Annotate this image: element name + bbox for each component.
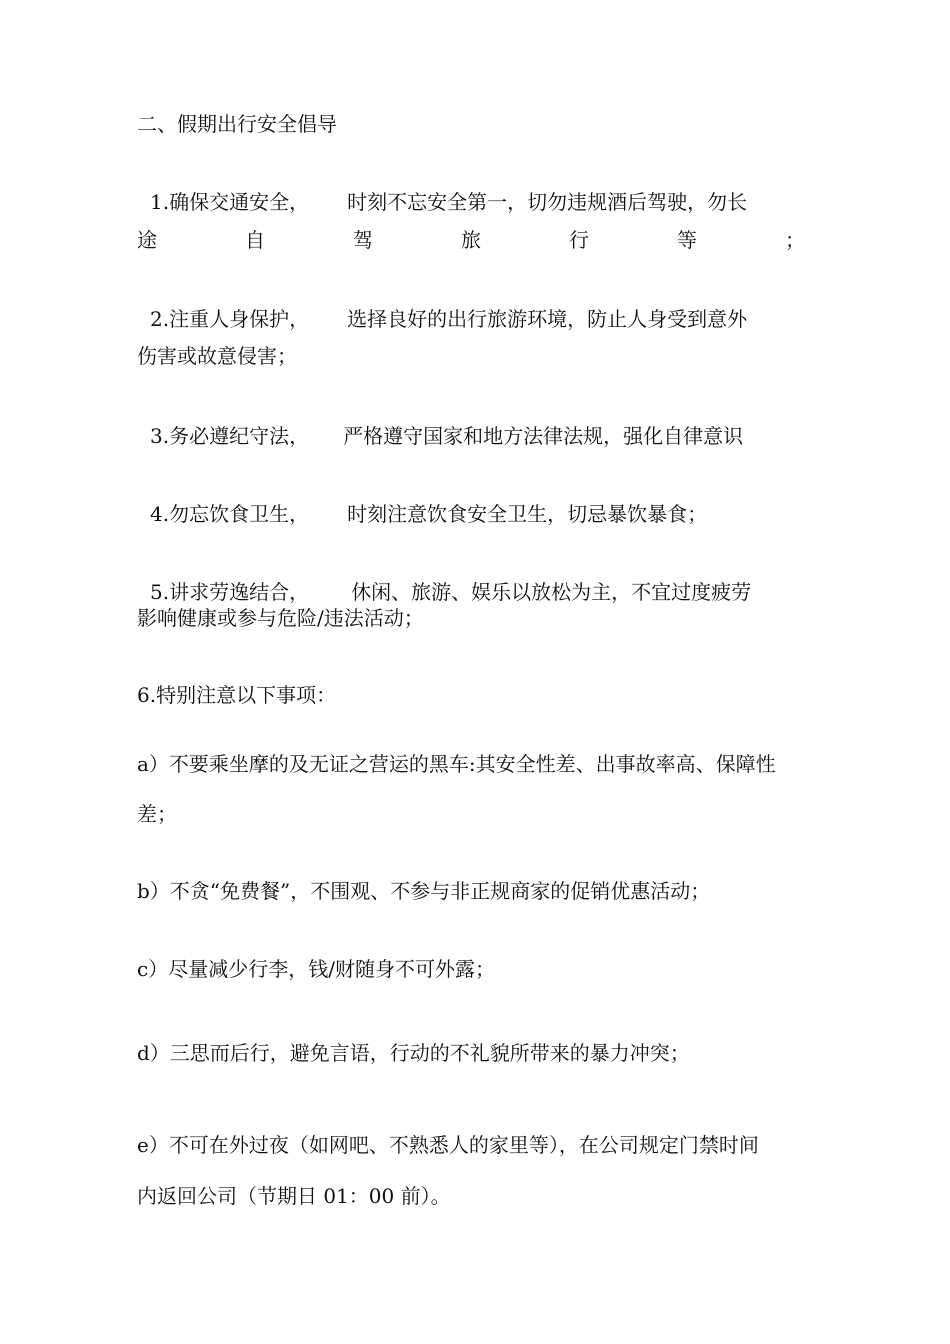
item-3-lead: 3.务必遵纪守法， [150, 424, 310, 448]
item-4-text: 时刻注意饮食安全卫生，切忌暴饮暴食； [347, 502, 708, 526]
subitem-c-line-1: c）尽量减少行李，钱/财随身不可外露； [137, 957, 495, 981]
subitem-a-line-2: 差； [137, 802, 177, 826]
item-2-line-2: 伤害或故意侵害； [137, 344, 297, 368]
subitem-e-line-2: 内返回公司（节期日 01：00 前）。 [137, 1184, 451, 1208]
item-5-line-2: 影响健康或参与危险/违法活动； [137, 606, 424, 630]
section-heading: 二、假期出行安全倡导 [137, 112, 337, 136]
subitem-d-line-1: d）三思而后行，避免言语，行动的不礼貌所带来的暴力冲突； [137, 1041, 690, 1065]
item-4-line-1 [150, 502, 707, 526]
item-1-line-1 [150, 190, 747, 214]
subitem-b-line-1: b）不贪“免费餐”，不围观、不参与非正规商家的促销优惠活动； [137, 879, 711, 903]
item-1-char: 驾 [353, 228, 373, 252]
item-1-lead: 1.确保交通安全， [150, 190, 310, 214]
item-4-lead: 4.勿忘饮食卫生， [150, 502, 310, 526]
item-5-text: 休闲、旅游、娱乐以放松为主，不宜过度疲劳 [351, 580, 752, 604]
item-1-char: 旅 [461, 228, 481, 252]
subitem-a-line-1: a）不要乘坐摩的及无证之营运的黑车:其安全性差、出事故率高、保障性 [137, 752, 776, 776]
item-2-line-1 [150, 307, 747, 331]
item-1-char: 途 [137, 228, 157, 252]
item-6-title: 6.特别注意以下事项： [137, 683, 337, 707]
item-1-text: 时刻不忘安全第一，切勿违规酒后驾驶，勿长 [347, 190, 748, 214]
item-2-lead: 2.注重人身保护， [150, 307, 310, 331]
item-5-lead: 5.讲求劳逸结合， [150, 580, 310, 604]
subitem-e-line-1: e）不可在外过夜（如网吧、不熟悉人的家里等），在公司规定门禁时间 [137, 1133, 759, 1157]
item-1-line-2 [137, 228, 805, 252]
item-5-line-1 [150, 580, 751, 604]
item-3-line-1 [150, 424, 743, 448]
item-2-text: 选择良好的出行旅游环境，防止人身受到意外 [347, 307, 748, 331]
item-1-char: 自 [245, 228, 265, 252]
item-1-char: ； [785, 228, 805, 252]
item-3-text: 严格遵守国家和地方法律法规，强化自律意识 [343, 424, 744, 448]
item-1-char: 等 [677, 228, 697, 252]
item-1-char: 行 [569, 228, 589, 252]
